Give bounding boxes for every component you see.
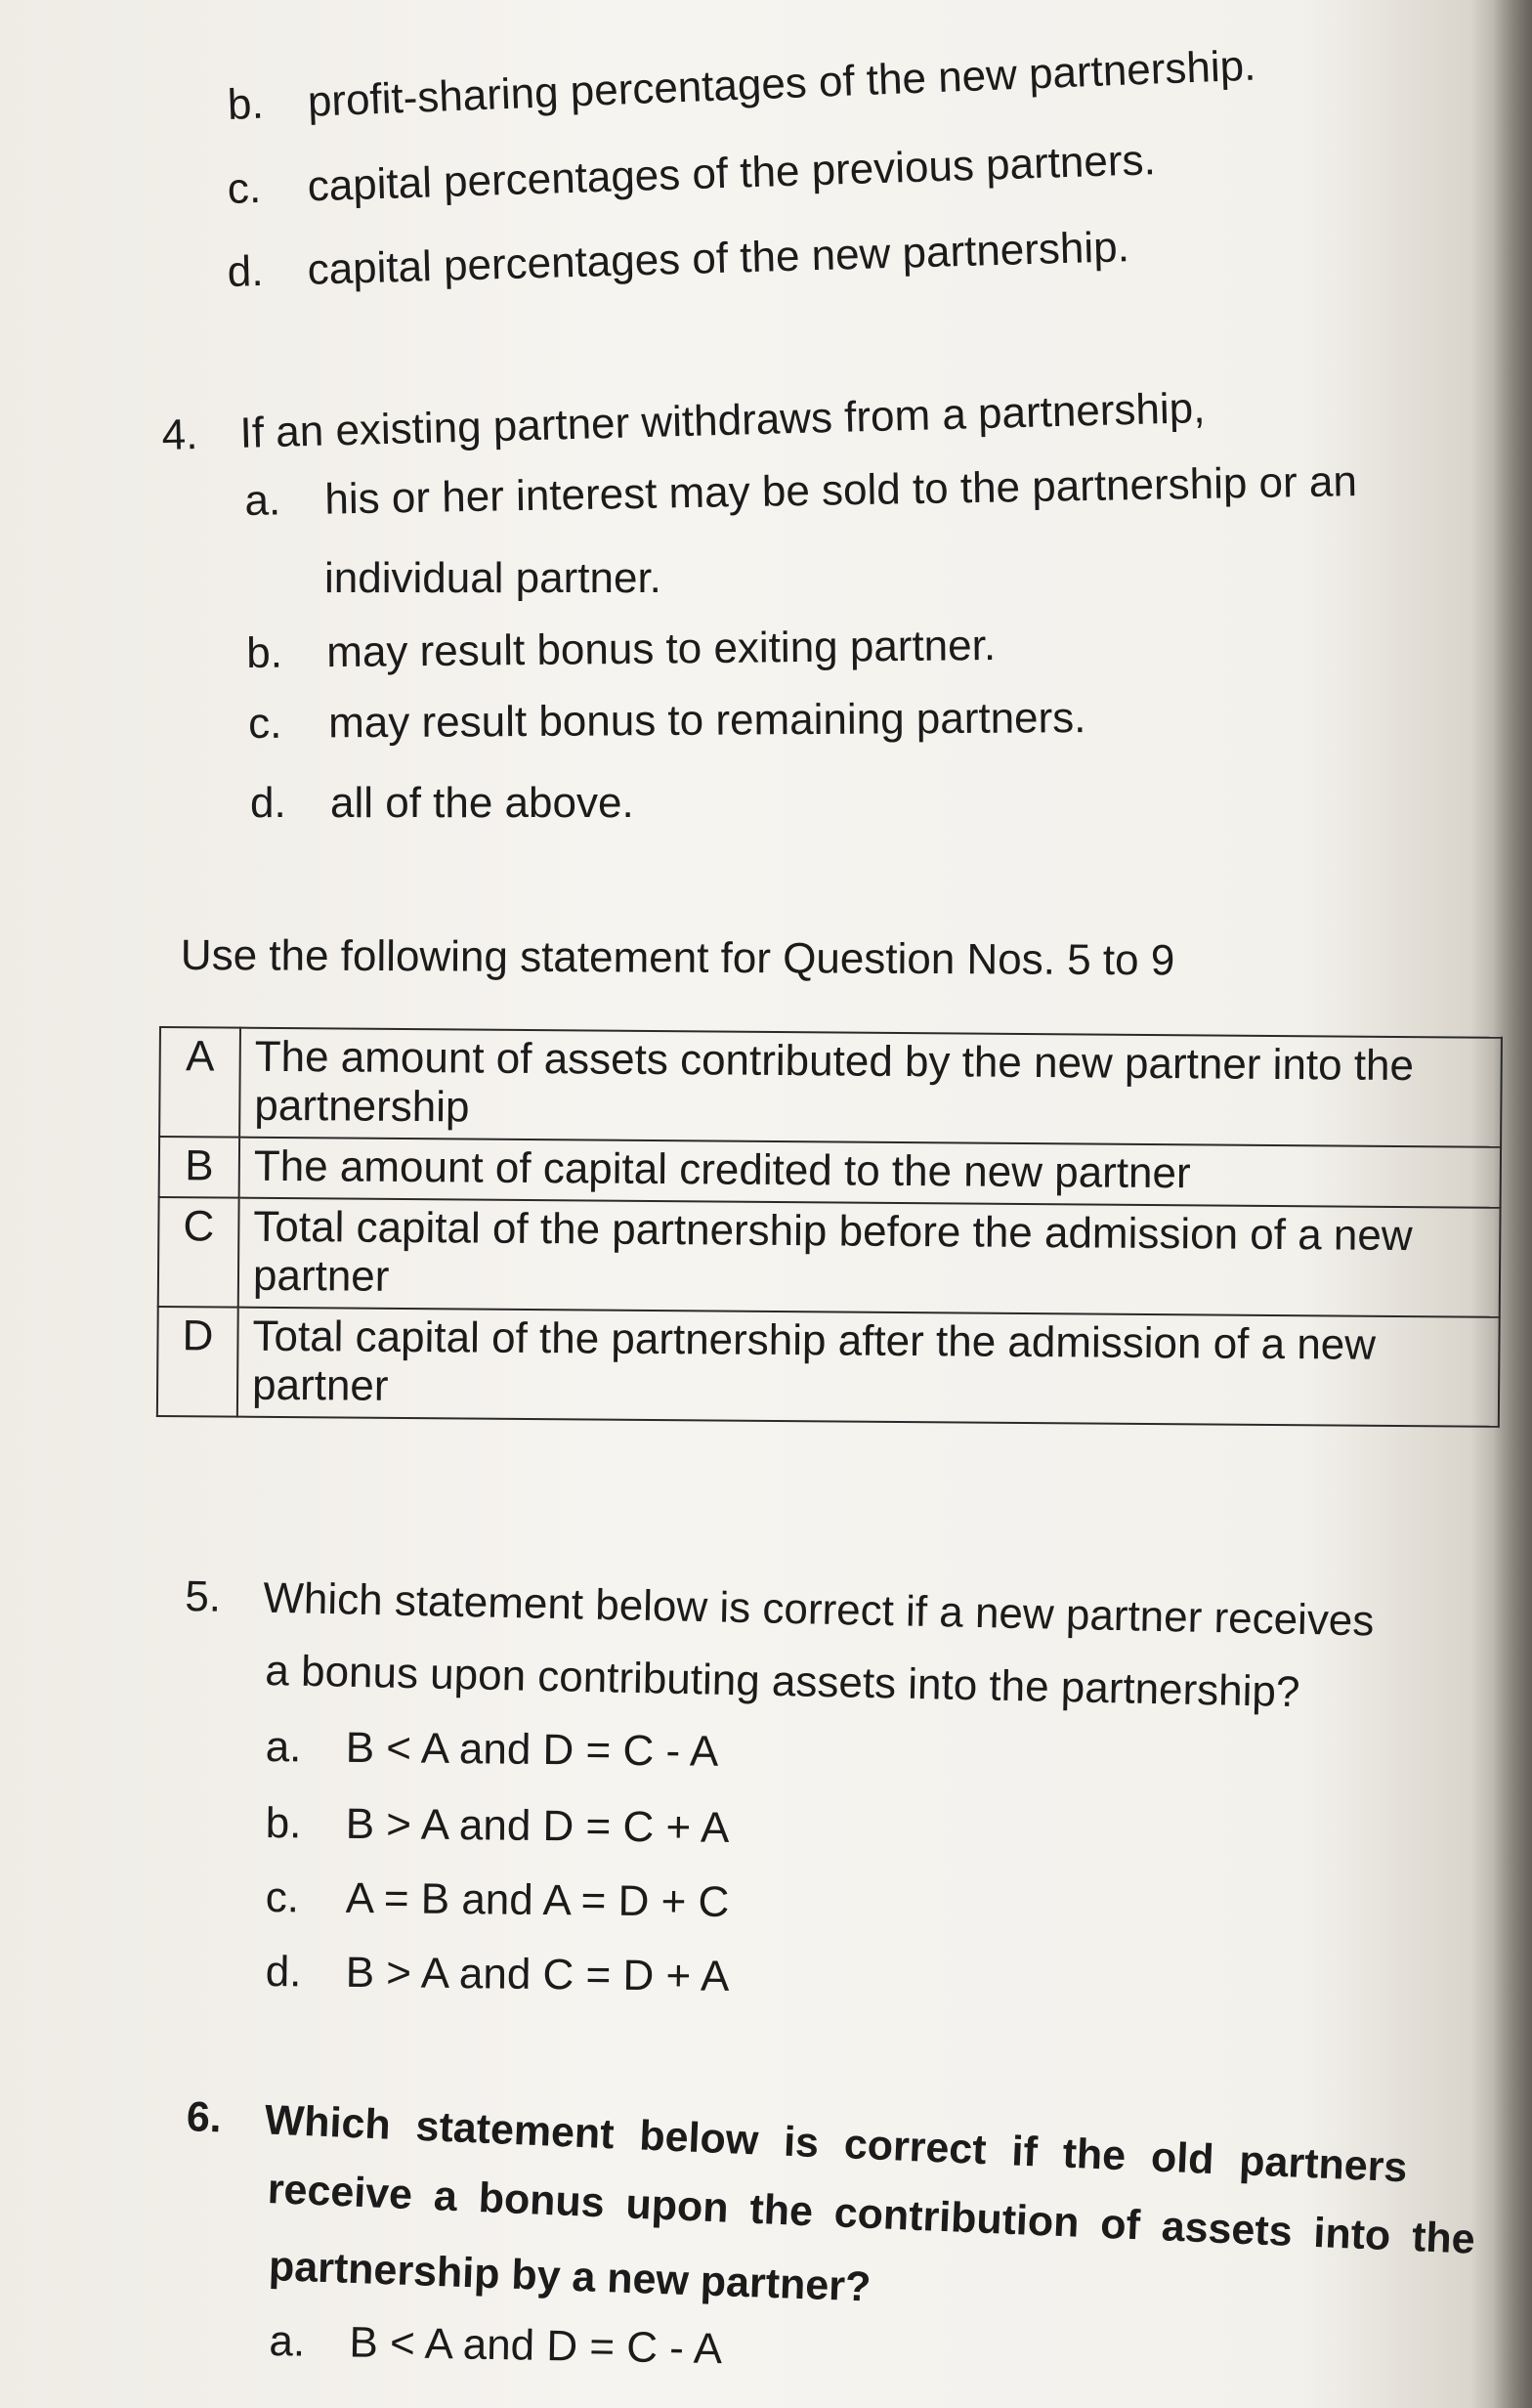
option-text: B > A and C = D + A <box>345 1948 730 2000</box>
question-number: 4. <box>161 410 198 459</box>
option-label: b. <box>265 1799 302 1848</box>
instruction-text: Use the following statement for Question Nos. 5 to 9 <box>180 931 1175 985</box>
statement-text: Total capital of the partnership after the admission of a new partner <box>237 1308 1500 1427</box>
question-stem-continued: a bonus upon contributing assets into the partnership? <box>264 1646 1300 1717</box>
question-stem-continued: receive a bonus upon the contribution of assets into the <box>266 2165 1476 2263</box>
statement-key: C <box>158 1197 239 1308</box>
question-stem: If an existing partner withdraws from a partnership, <box>238 384 1206 457</box>
q5-option-b <box>265 1798 729 1854</box>
question-stem: Which statement below is correct if the old partners <box>263 2096 1409 2192</box>
q5-option-c <box>265 1872 729 1928</box>
statement-key: A <box>159 1027 240 1138</box>
option-text: A = B and A = D + C <box>345 1873 730 1926</box>
option-text: B > A and D = C + A <box>345 1799 730 1852</box>
q5-option-a <box>265 1722 718 1778</box>
statement-text: The amount of capital credited to the new partner <box>239 1138 1501 1208</box>
option-label: a. <box>265 1723 302 1772</box>
q3-option-d <box>227 222 1130 298</box>
q4-option-b <box>246 621 996 679</box>
option-text: all of the above. <box>330 779 634 827</box>
option-label: a. <box>244 476 281 525</box>
question-number: 5. <box>184 1571 222 1621</box>
q4-option-a <box>244 456 1357 527</box>
option-text: his or her interest may be sold to the partnership or an <box>324 457 1358 524</box>
q6-stem-line3 <box>268 2241 872 2312</box>
statement-text: Total capital of the partnership before the admission of a new partner <box>238 1198 1501 1317</box>
option-label: d. <box>265 1948 302 1997</box>
option-text: B < A and D = C - A <box>349 2318 723 2374</box>
option-text: profit-sharing percentages of the new partnership. <box>306 41 1257 126</box>
table-row <box>159 1027 1502 1147</box>
option-text: may result bonus to remaining partners. <box>328 694 1086 748</box>
option-text: capital percentages of the previous partners. <box>306 136 1157 211</box>
option-label: d. <box>250 779 286 827</box>
q3-option-c <box>227 135 1156 215</box>
statement-key: D <box>157 1307 238 1417</box>
question-number: 6. <box>185 2092 223 2142</box>
q6-option-a <box>269 2316 722 2375</box>
q4-option-d <box>250 778 634 829</box>
q5-stem-line2 <box>265 1646 1300 1718</box>
q5-option-d <box>265 1947 729 2002</box>
option-text-continued: individual partner. <box>324 554 661 602</box>
option-label: b. <box>246 628 283 677</box>
q5-stem-line1 <box>185 1571 1375 1647</box>
q3-option-b <box>227 41 1256 131</box>
statement-key: B <box>159 1137 239 1198</box>
option-label: d. <box>227 246 265 296</box>
option-text: may result bonus to exiting partner. <box>326 621 997 677</box>
table-row <box>157 1307 1500 1427</box>
q4-option-a-cont <box>324 553 661 604</box>
option-label: c. <box>265 1873 300 1922</box>
q4-stem <box>161 383 1206 461</box>
q4-option-c <box>248 693 1086 750</box>
statement-text: The amount of assets contributed by the new partner into the partnership <box>239 1028 1502 1147</box>
table-row <box>159 1137 1501 1208</box>
option-text: B < A and D = C - A <box>345 1723 719 1776</box>
option-text: capital percentages of the new partnership. <box>306 223 1130 294</box>
question-stem-continued: partnership by a new partner? <box>268 2242 872 2311</box>
option-label: c. <box>227 163 262 213</box>
option-label: c. <box>248 699 282 748</box>
option-label: b. <box>227 79 265 129</box>
table-row <box>158 1197 1501 1317</box>
question-stem: Which statement below is correct if a new partner receives <box>262 1573 1375 1646</box>
statement-table <box>156 1026 1503 1428</box>
option-label: a. <box>269 2316 306 2366</box>
